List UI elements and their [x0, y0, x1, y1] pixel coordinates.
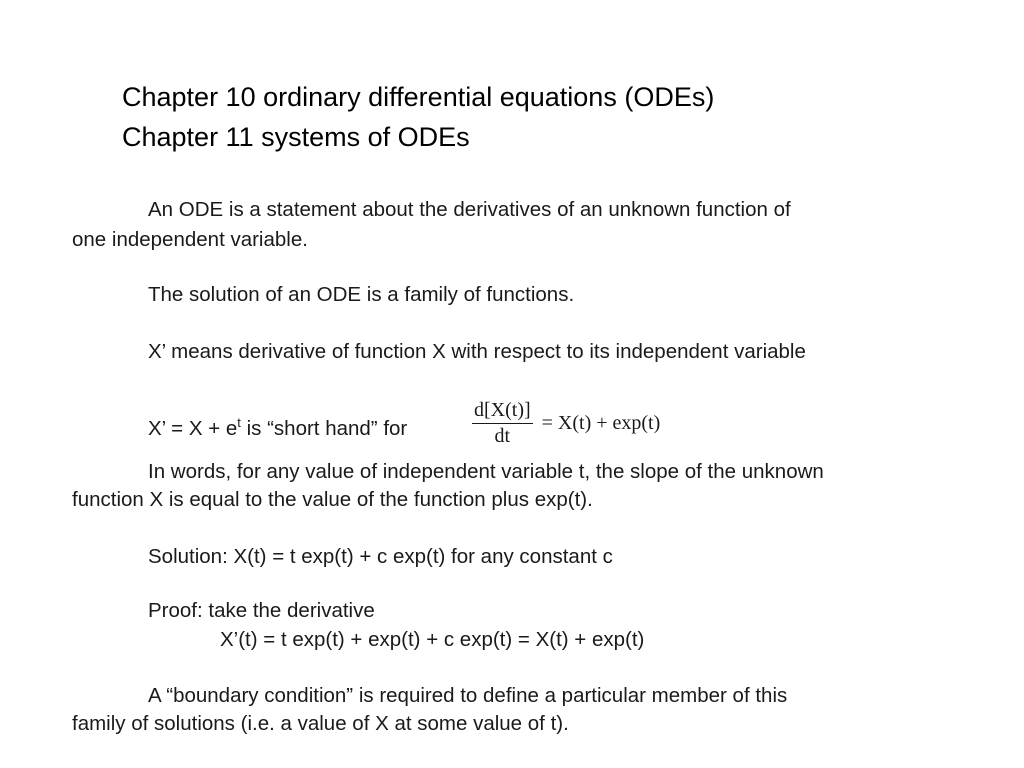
- solution-text: Solution: X(t) = t exp(t) + c exp(t) for any constant c: [148, 545, 613, 568]
- words-line-1: In words, for any value of independent variable t, the slope of the unknown: [148, 460, 824, 483]
- definition-line-1: An ODE is a statement about the derivatives of an unknown function of: [148, 198, 791, 221]
- title-line-1: Chapter 10 ordinary differential equations (ODEs): [122, 82, 715, 112]
- proof-line-2: X’(t) = t exp(t) + exp(t) + c exp(t) = X(t) + exp(t): [220, 628, 645, 651]
- derivative-equation: [472, 398, 660, 448]
- derivative-fraction: [472, 398, 533, 448]
- shorthand-lhs-prefix: X’ = X + e: [148, 417, 238, 440]
- words-line-2: function X is equal to the value of the function plus exp(t).: [72, 488, 593, 511]
- proof-line-1: Proof: take the derivative: [148, 599, 375, 622]
- definition-line-2: one independent variable.: [72, 228, 308, 251]
- shorthand-exponent: t: [237, 415, 241, 430]
- title-line-2: Chapter 11 systems of ODEs: [122, 122, 470, 152]
- boundary-line-1: A “boundary condition” is required to define a particular member of this: [148, 684, 788, 707]
- xprime-meaning-text: X’ means derivative of function X with respect to its independent variable: [148, 340, 806, 363]
- shorthand-lhs-suffix: is “short hand” for: [240, 417, 408, 440]
- boundary-line-2: family of solutions (i.e. a value of X at some value of t).: [72, 712, 569, 735]
- shorthand-lhs: [148, 411, 407, 441]
- fraction-denominator: dt: [494, 425, 511, 447]
- fraction-numerator: d[X(t)]: [472, 398, 533, 424]
- solution-family-text: The solution of an ODE is a family of functions.: [148, 283, 575, 306]
- equation-rhs: = X(t) + exp(t): [541, 411, 661, 434]
